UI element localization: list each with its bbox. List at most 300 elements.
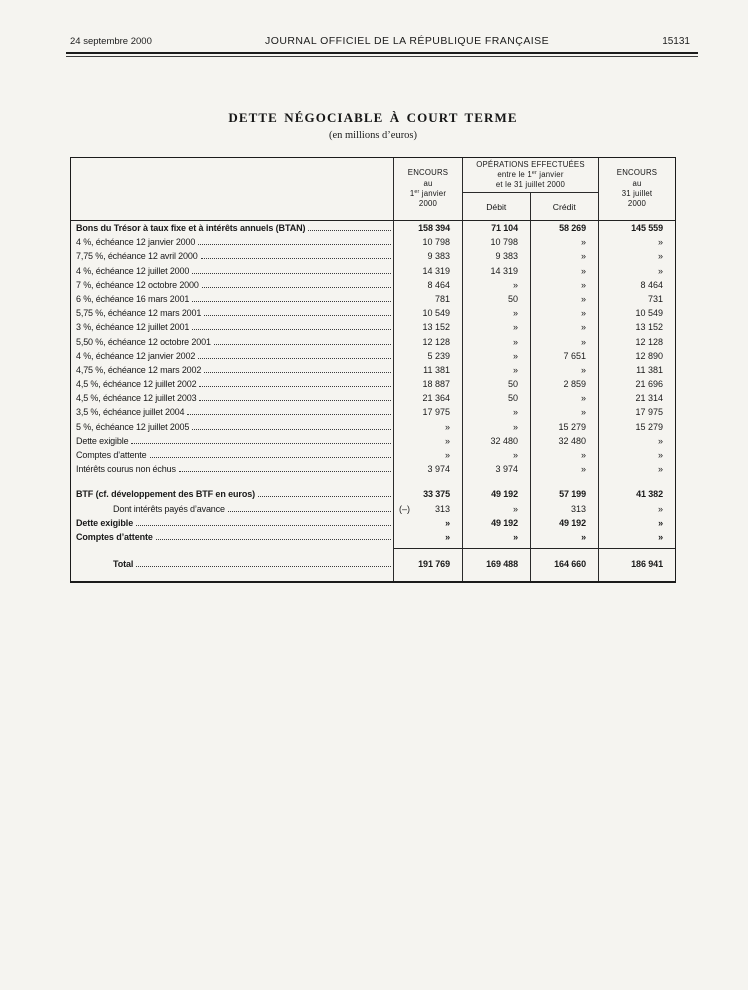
header-line: et le 31 juillet 2000 [495,180,566,190]
cell-debit [463,349,531,363]
masthead-double-rule [66,52,698,57]
value-text: 313 [570,503,586,514]
cell-credit [531,476,599,487]
table-row [71,548,675,581]
cell-encours-janvier [394,405,463,419]
cell-credit [531,548,599,581]
cell-credit [531,448,599,462]
cell-credit [531,530,599,544]
value-text: 14 319 [422,265,450,276]
table-row [71,448,675,462]
table-row [71,502,675,516]
value-text: 13 152 [422,322,450,333]
dotted-leader [204,372,391,373]
cell-credit [531,363,599,377]
value-text: 8 464 [640,279,663,290]
header-line: ENCOURS [616,168,658,178]
row-label-text: 5 %, échéance 12 juillet 2005 [76,421,190,432]
table-row [71,377,675,391]
cell-credit [531,335,599,349]
journal-title: JOURNAL OFFICIEL DE LA RÉPUBLIQUE FRANÇAISE [265,35,550,47]
cell-credit [531,221,599,235]
dotted-leader [187,414,391,415]
header-line: OPÉRATIONS EFFECTUÉES [476,159,585,169]
masthead [70,35,690,47]
value-text: 57 199 [559,489,586,500]
value-text: 50 [507,379,518,390]
value-text: » [657,464,663,475]
value-text: 10 798 [422,237,450,248]
row-label [71,349,394,363]
cell-debit [463,487,531,501]
dotted-leader [228,511,391,512]
value-text: 32 480 [490,435,518,446]
row-label [71,363,394,377]
dotted-leader [179,471,391,472]
value-text: » [512,336,518,347]
table-row [71,306,675,320]
value-text: 33 375 [423,489,450,500]
cell-debit [463,377,531,391]
value-text: » [512,364,518,375]
value-text: » [444,435,450,446]
value-text: 164 660 [554,559,586,570]
cell-encours-janvier [394,320,463,334]
dotted-leader [199,386,391,387]
cell-encours-juillet [599,249,675,263]
cell-encours-juillet [599,516,675,530]
table-row [71,391,675,405]
value-text: » [445,531,450,542]
value-text: » [513,531,518,542]
cell-credit [531,516,599,530]
masthead-date: 24 septembre 2000 [70,36,152,47]
cell-debit [463,292,531,306]
cell-encours-janvier [394,516,463,530]
value-text: 10 798 [490,237,518,248]
value-text: » [580,322,586,333]
cell-encours-juillet [599,476,675,487]
value-text: 10 549 [635,308,663,319]
value-text: 2 859 [563,379,586,390]
row-label-text: 4,5 %, échéance 12 juillet 2003 [76,393,197,404]
cell-credit [531,249,599,263]
cell-encours-janvier [394,335,463,349]
value-text: 49 192 [491,489,518,500]
row-label-text: 7 %, échéance 12 octobre 2000 [76,279,199,290]
dotted-leader [192,273,391,274]
value-text: 158 394 [418,223,450,233]
cell-encours-janvier [394,221,463,235]
row-label [71,420,394,434]
row-label [71,335,394,349]
cell-debit [463,502,531,516]
row-label [71,235,394,249]
value-text: 731 [647,293,663,304]
cell-credit [531,487,599,501]
table-row [71,420,675,434]
table-row [71,264,675,278]
cell-encours-janvier [394,249,463,263]
header-line: au [632,178,642,188]
value-text: » [580,293,586,304]
value-text: 3 974 [427,464,450,475]
value-text: » [512,279,518,290]
cell-encours-janvier [394,434,463,448]
table-row [71,221,675,235]
row-label [71,278,394,292]
value-text: 15 279 [558,421,586,432]
value-text: 50 [507,393,518,404]
dotted-leader [150,457,392,458]
cell-credit [531,349,599,363]
value-text: 21 314 [635,393,663,404]
row-label [71,462,394,476]
cell-encours-juillet [599,221,675,235]
cell-encours-juillet [599,462,675,476]
cell-credit [531,405,599,419]
value-text: 11 381 [636,364,663,375]
value-text: » [580,364,586,375]
value-text: 50 [507,293,518,304]
table-row [71,462,675,476]
value-text: 12 128 [422,336,450,347]
table-row [71,320,675,334]
value-text: 186 941 [631,559,663,570]
cell-encours-juillet [599,306,675,320]
cell-debit [463,530,531,544]
value-text: 9 383 [495,251,518,262]
cell-encours-janvier [394,235,463,249]
value-text: 169 488 [486,559,518,570]
cell-encours-janvier [394,502,463,516]
cell-encours-janvier [394,391,463,405]
value-text: » [444,450,450,460]
dotted-leader [131,443,391,444]
value-text: » [580,279,586,290]
value-text: » [580,464,586,475]
cell-encours-janvier [394,349,463,363]
value-text: » [512,322,518,333]
section-gap [71,476,675,487]
cell-credit [531,306,599,320]
cell-encours-janvier [394,487,463,501]
header-line: 1er janvier [409,189,447,198]
cell-encours-janvier [394,530,463,544]
value-text: » [512,421,518,432]
col-header-operations [463,158,599,220]
dotted-leader [204,315,391,316]
row-label [71,377,394,391]
value-text: 32 480 [558,435,586,446]
cell-debit [463,320,531,334]
value-text: » [580,336,586,347]
dotted-leader [192,301,391,302]
row-label [71,476,394,487]
table-row [71,434,675,448]
value-text: 3 974 [495,464,518,475]
value-text: 12 890 [635,350,663,361]
cell-encours-juillet [599,363,675,377]
value-text: » [657,503,663,514]
document-title: DETTE NÉGOCIABLE À COURT TERME [228,110,518,125]
value-text: 18 887 [422,379,450,390]
row-label [71,487,394,501]
value-text: » [512,350,518,361]
cell-debit [463,434,531,448]
value-text: » [657,265,663,276]
value-text: 313 [434,503,450,514]
cell-encours-janvier [394,548,463,581]
value-text: » [657,237,663,248]
value-text: 17 975 [635,407,663,418]
row-label [71,548,394,581]
row-label-text: Total [113,559,134,570]
col-header-debit: Débit [463,193,531,220]
value-text: » [658,531,663,542]
cell-encours-janvier [394,462,463,476]
table-row [71,335,675,349]
cell-encours-juillet [599,278,675,292]
cell-debit [463,235,531,249]
value-text: 8 464 [427,279,450,290]
row-label [71,221,394,235]
dotted-leader [192,329,391,330]
cell-credit [531,235,599,249]
row-label [71,405,394,419]
cell-encours-janvier [394,292,463,306]
row-label [71,264,394,278]
value-text: 15 279 [635,421,663,432]
row-label [71,292,394,306]
cell-encours-juillet [599,292,675,306]
table-row [71,363,675,377]
value-text: 49 192 [491,517,518,528]
operations-subheaders [463,193,598,220]
value-text: 5 239 [427,350,450,361]
cell-encours-juillet [599,405,675,419]
row-label-text: 4 %, échéance 12 juillet 2000 [76,265,190,276]
value-text: 21 696 [635,379,663,390]
cell-encours-juillet [599,377,675,391]
value-text: » [580,237,586,248]
value-text: » [512,450,518,460]
table-header [71,158,675,221]
negative-prefix: (–) [399,503,410,514]
value-text: 17 975 [422,407,450,418]
cell-encours-juillet [599,349,675,363]
value-text: » [657,435,663,446]
cell-encours-janvier [394,377,463,391]
value-text: 49 192 [559,517,586,528]
header-line: 2000 [627,199,647,209]
value-text: 781 [434,293,450,304]
cell-debit [463,391,531,405]
cell-debit [463,420,531,434]
row-label-text: 4,5 %, échéance 12 juillet 2002 [76,379,197,390]
row-label-text: 4 %, échéance 12 janvier 2000 [76,237,196,248]
value-text: 12 128 [635,336,663,347]
cell-encours-juillet [599,235,675,249]
cell-credit [531,320,599,334]
table-row [71,292,675,306]
value-text: 13 152 [635,322,663,333]
cell-encours-janvier [394,306,463,320]
cell-debit [463,548,531,581]
value-text: 11 381 [423,364,450,375]
row-label-text: 3,5 %, échéance juillet 2004 [76,407,185,418]
dotted-leader [308,230,391,231]
cell-encours-juillet [599,487,675,501]
table-row [71,278,675,292]
dotted-leader [156,539,391,540]
value-text: 7 651 [563,350,586,361]
row-label-text: 7,75 %, échéance 12 avril 2000 [76,251,198,262]
value-text: » [657,251,663,262]
table-row [71,516,675,530]
cell-encours-juillet [599,502,675,516]
row-label-text: Bons du Trésor à taux fixe et à intérêts annuels (BTAN) [76,223,306,233]
table-body [71,221,675,581]
document-subtitle: (en millions d’euros) [328,130,418,141]
debt-table [70,157,676,583]
row-label [71,516,394,530]
row-label [71,306,394,320]
dotted-leader [214,344,391,345]
value-text: » [657,450,663,460]
value-text: » [580,251,586,262]
dotted-leader [192,429,391,430]
row-label [71,434,394,448]
cell-encours-juillet [599,434,675,448]
value-text: » [580,407,586,418]
row-label-text: 5,50 %, échéance 12 octobre 2001 [76,336,211,347]
value-text: » [512,308,518,319]
value-text: 58 269 [559,223,586,233]
cell-debit [463,306,531,320]
value-text: 145 559 [631,223,663,233]
cell-debit [463,516,531,530]
row-label-text: 3 %, échéance 12 juillet 2001 [76,322,190,333]
cell-encours-juillet [599,391,675,405]
row-label [71,320,394,334]
row-label [71,530,394,544]
row-label-text: Dette exigible [76,517,134,528]
cell-encours-juillet [599,420,675,434]
value-text: » [580,393,586,404]
table-row [71,235,675,249]
cell-debit [463,405,531,419]
cell-credit [531,462,599,476]
dotted-leader [201,258,391,259]
row-label-text: 5,75 %, échéance 12 mars 2001 [76,308,202,319]
row-label-text: 6 %, échéance 16 mars 2001 [76,293,190,304]
value-text: 41 382 [636,489,663,500]
cell-encours-juillet [599,320,675,334]
cell-encours-janvier [394,476,463,487]
table-row [71,530,675,544]
dotted-leader [198,244,391,245]
header-line: au [423,178,433,188]
header-line: 2000 [418,199,438,209]
cell-credit [531,278,599,292]
cell-debit [463,264,531,278]
cell-encours-janvier [394,264,463,278]
cell-credit [531,391,599,405]
row-label-text: Comptes d’attente [76,450,147,460]
cell-debit [463,363,531,377]
cell-credit [531,377,599,391]
cell-debit [463,448,531,462]
operations-group-label [463,158,598,193]
dotted-leader [136,566,391,567]
row-label-text: BTF (cf. développement des BTF en euros) [76,489,256,500]
row-label [71,502,394,516]
cell-debit [463,335,531,349]
value-text: » [658,517,663,528]
cell-encours-juillet [599,548,675,581]
table-row [71,349,675,363]
value-text: 9 383 [427,251,450,262]
cell-encours-juillet [599,530,675,544]
cell-credit [531,434,599,448]
cell-encours-janvier [394,278,463,292]
cell-credit [531,420,599,434]
col-header-encours-janvier [394,158,463,220]
value-text: 191 769 [418,559,450,570]
row-label [71,391,394,405]
header-line: 31 juillet [621,189,653,198]
value-text: » [445,517,450,528]
cell-debit [463,476,531,487]
row-label-text: Comptes d’attente [76,531,153,542]
row-label-text: Dette exigible [76,435,129,446]
cell-debit [463,221,531,235]
dotted-leader [202,287,391,288]
cell-credit [531,502,599,516]
value-text: » [580,450,586,460]
row-label-text: Intérêts courus non échus [76,464,176,475]
value-text: » [444,421,450,432]
value-text: 14 319 [490,265,518,276]
cell-credit [531,264,599,278]
header-line: ENCOURS [407,168,449,178]
row-label-text: 4,75 %, échéance 12 mars 2002 [76,364,202,375]
cell-debit [463,462,531,476]
cell-encours-juillet [599,264,675,278]
dotted-leader [199,400,391,401]
value-text: » [512,407,518,418]
row-label-text: Dont intérêts payés d’avance [113,503,225,514]
dotted-leader [136,525,391,526]
value-text: » [580,308,586,319]
table-row [71,249,675,263]
cell-debit [463,249,531,263]
dotted-leader [258,496,391,497]
value-text: 71 104 [491,223,518,233]
row-label [71,249,394,263]
dotted-leader [198,358,391,359]
value-text: » [581,531,586,542]
cell-encours-janvier [394,448,463,462]
table-row [71,405,675,419]
cell-encours-janvier [394,363,463,377]
cell-credit [531,292,599,306]
cell-encours-juillet [599,448,675,462]
page-number: 15131 [662,36,690,47]
row-label [71,448,394,462]
row-label-text: 4 %, échéance 12 janvier 2002 [76,350,196,361]
